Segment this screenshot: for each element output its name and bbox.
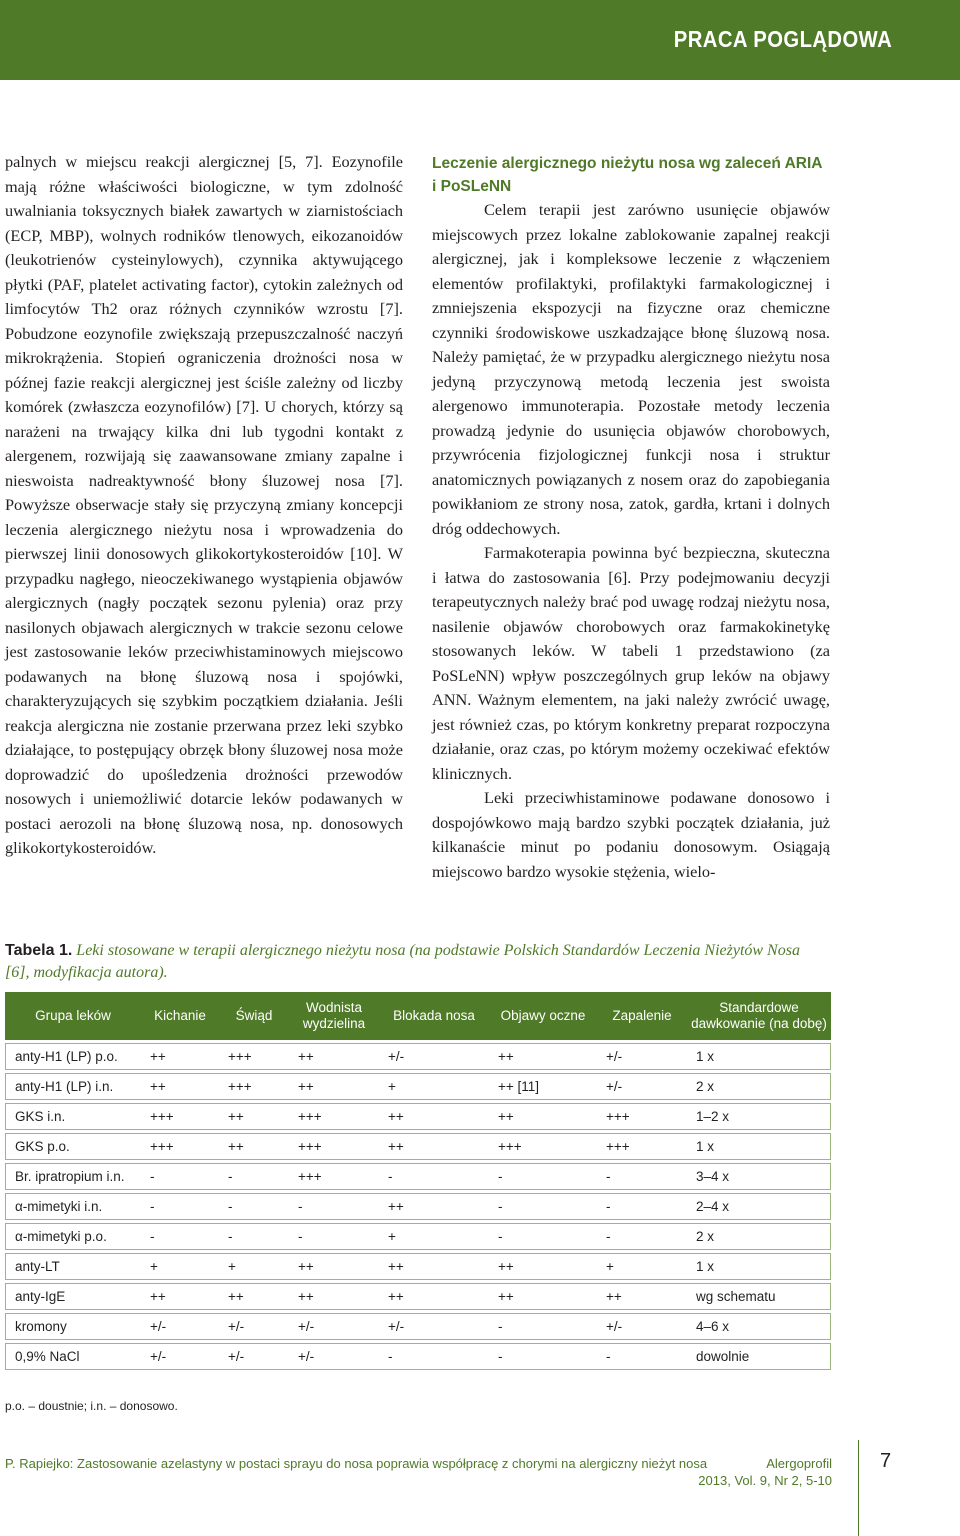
- column-header: Wodnista wydzielina: [289, 992, 379, 1040]
- drug-table: [5, 989, 831, 1373]
- table-cell: ++: [289, 1043, 379, 1070]
- table-row: [5, 1253, 831, 1280]
- table-cell: -: [489, 1163, 597, 1190]
- table-cell: ++: [489, 1253, 597, 1280]
- table-cell: ++: [379, 1133, 489, 1160]
- table-cell: +++: [289, 1133, 379, 1160]
- column-header: Zapalenie: [597, 992, 687, 1040]
- table-cell: -: [597, 1163, 687, 1190]
- footer-citation: P. Rapiejko: Zastosowanie azelastyny w postaci sprayu do nosa poprawia współpracę z chorymi na alergiczny nieżyt nosa: [5, 1456, 708, 1471]
- table-row: [5, 1133, 831, 1160]
- table-cell: ++: [289, 1253, 379, 1280]
- table-cell: ++: [597, 1283, 687, 1310]
- table-cell: 4–6 x: [687, 1313, 831, 1340]
- column-header: Objawy oczne: [489, 992, 597, 1040]
- table-row: [5, 1103, 831, 1130]
- body-paragraph: Celem terapii jest zarówno usunięcie objawów miejscowych przez lokalne zablokowanie zapalnej reakcji alergicznej, jak i kompleksowe leczenie z włączeniem elementów profilaktyki, profilaktyki farmakologicznej i zmniejszenia ekspozycji na fizyczne oraz chemiczne czynniki środowiskowe uszkadzające błonę śluzową nosa. Należy pamiętać, że w przypadku alergicznego nieżytu nosa jedyną przyczynową metodą leczenia jest swoista alergenowo immunoterapia. Pozostałe metody leczenia prowadzą jedynie do usunięcia objawów chorobowych, przywrócenia fizjologicznej funkcji nosa i struktur anatomicznych powiązanych z nosem oraz do zapobiegania powikłaniom ze strony nosa, zatok, gardła, krtani i dolnych dróg oddechowych.: [432, 200, 830, 538]
- table-cell: ++: [219, 1103, 289, 1130]
- drug-group-cell: 0,9% NaCl: [5, 1343, 141, 1370]
- table-cell: ++: [289, 1283, 379, 1310]
- table-cell: ++: [219, 1283, 289, 1310]
- page-number: 7: [880, 1450, 892, 1472]
- column-header: Blokada nosa: [379, 992, 489, 1040]
- table-cell: dowolnie: [687, 1343, 831, 1370]
- table-row: [5, 1043, 831, 1070]
- table-header-row: [5, 992, 831, 1040]
- table-cell: +: [141, 1253, 219, 1280]
- table-cell: +/-: [289, 1313, 379, 1340]
- table-cell: -: [489, 1313, 597, 1340]
- table-body: [5, 1043, 831, 1370]
- table-cell: 1 x: [687, 1133, 831, 1160]
- table-cell: +++: [597, 1133, 687, 1160]
- table-cell: ++: [379, 1253, 489, 1280]
- table-cell: +++: [141, 1103, 219, 1130]
- table-row: [5, 1163, 831, 1190]
- drug-group-cell: α-mimetyki i.n.: [5, 1193, 141, 1220]
- table-cell: ++: [489, 1283, 597, 1310]
- table-cell: -: [141, 1193, 219, 1220]
- table-cell: -: [489, 1223, 597, 1250]
- table-cell: +/-: [219, 1343, 289, 1370]
- drug-group-cell: Br. ipratropium i.n.: [5, 1163, 141, 1190]
- table-cell: 3–4 x: [687, 1163, 831, 1190]
- table-cell: -: [379, 1343, 489, 1370]
- table-cell: -: [489, 1343, 597, 1370]
- table-cell: ++: [289, 1073, 379, 1100]
- table-cell: +++: [219, 1073, 289, 1100]
- table-cell: +/-: [597, 1043, 687, 1070]
- table-cell: 1–2 x: [687, 1103, 831, 1130]
- drug-group-cell: kromony: [5, 1313, 141, 1340]
- column-header: Świąd: [219, 992, 289, 1040]
- table-cell: +/-: [141, 1313, 219, 1340]
- section-title: PRACA POGLĄDOWA: [673, 26, 892, 52]
- drug-group-cell: GKS p.o.: [5, 1133, 141, 1160]
- drug-group-cell: anty-IgE: [5, 1283, 141, 1310]
- table-cell: +: [379, 1073, 489, 1100]
- table-caption-text: Leki stosowane w terapii alergicznego nieżytu nosa (na podstawie Polskich Standardów Leczenia Nieżytów Nosa [6], modyfikacja autora).: [5, 942, 800, 981]
- table-cell: -: [219, 1163, 289, 1190]
- table-cell: -: [219, 1193, 289, 1220]
- table-row: [5, 1343, 831, 1370]
- table-cell: +++: [289, 1163, 379, 1190]
- table-cell: 2 x: [687, 1073, 831, 1100]
- table-cell: +/-: [379, 1313, 489, 1340]
- table-cell: +++: [219, 1043, 289, 1070]
- footer-journal: [698, 1455, 832, 1489]
- column-header: Kichanie: [141, 992, 219, 1040]
- drug-group-cell: α-mimetyki p.o.: [5, 1223, 141, 1250]
- column-header: Grupa leków: [5, 992, 141, 1040]
- table-cell: +/-: [141, 1343, 219, 1370]
- table-cell: +: [219, 1253, 289, 1280]
- table-cell: ++: [489, 1103, 597, 1130]
- journal-name: Alergoprofil: [766, 1456, 832, 1471]
- table-cell: -: [379, 1163, 489, 1190]
- table-cell: +/-: [597, 1313, 687, 1340]
- drug-group-cell: anty-H1 (LP) p.o.: [5, 1043, 141, 1070]
- table-cell: 2–4 x: [687, 1193, 831, 1220]
- drug-group-cell: anty-LT: [5, 1253, 141, 1280]
- table-cell: +++: [597, 1103, 687, 1130]
- drug-group-cell: anty-H1 (LP) i.n.: [5, 1073, 141, 1100]
- table-cell: -: [289, 1223, 379, 1250]
- table-cell: +/-: [379, 1043, 489, 1070]
- table-cell: -: [289, 1193, 379, 1220]
- table-cell: ++ [11]: [489, 1073, 597, 1100]
- table-row: [5, 1223, 831, 1250]
- table-cell: ++: [379, 1193, 489, 1220]
- table-cell: +/-: [289, 1343, 379, 1370]
- body-paragraph: Farmakoterapia powinna być bezpieczna, skuteczna i łatwa do zastosowania [6]. Przy podejmowaniu decyzji terapeutycznych należy brać pod uwagę rodzaj nieżytu nosa, nasilenie objawów chorobowych oraz farmakokinetykę stosowanych leków. W tabeli 1 przedstawiono (za PoSLeNN) wpływ poszczególnych grup leków na objawy ANN. Ważnym elementem, na jaki należy zwrócić uwagę, jest również czas, po którym konkretny preparat rozpoczyna działanie, oraz czas, po którym możemy oczekiwać efektów klinicznych.: [432, 543, 830, 783]
- table-label: Tabela 1.: [5, 942, 73, 959]
- table-cell: -: [489, 1193, 597, 1220]
- table-row: [5, 1073, 831, 1100]
- body-paragraph: Leki przeciwhistaminowe podawane donosowo i dospojówkowo mają bardzo szybki początek działania, już kilkanaście minut po podaniu donosowym. Osiągają miejscowo bardzo wysokie stężenia, wielo-: [432, 788, 830, 881]
- table-cell: -: [141, 1163, 219, 1190]
- table-cell: wg schematu: [687, 1283, 831, 1310]
- table-note: p.o. – doustnie; i.n. – donosowo.: [5, 1399, 178, 1413]
- table-cell: 2 x: [687, 1223, 831, 1250]
- table-cell: ++: [141, 1073, 219, 1100]
- table-cell: ++: [489, 1043, 597, 1070]
- left-column: [5, 150, 403, 861]
- table-cell: +++: [489, 1133, 597, 1160]
- table-cell: +: [379, 1223, 489, 1250]
- journal-issue: 2013, Vol. 9, Nr 2, 5-10: [698, 1473, 832, 1488]
- table-cell: +++: [289, 1103, 379, 1130]
- table-cell: -: [597, 1193, 687, 1220]
- table-cell: 1 x: [687, 1043, 831, 1070]
- table-cell: -: [141, 1223, 219, 1250]
- table-caption: [5, 940, 825, 984]
- section-heading: Leczenie alergicznego nieżytu nosa wg zaleceń ARIA i PoSLeNN: [432, 155, 822, 195]
- table-cell: +/-: [219, 1313, 289, 1340]
- footer-divider: [858, 1440, 859, 1536]
- table-cell: +/-: [597, 1073, 687, 1100]
- table-cell: +++: [141, 1133, 219, 1160]
- body-paragraph: palnych w miejscu reakcji alergicznej [5, 7]. Eozynofile mają różne właściwości biologiczne, w tym zdolność uwalniania toksycznych białek zawartych w ziarnistościach (ECP, MBP), wolnych rodników tlenowych, eikozanoidów (leukotrienów cysteinylowych), czynnika aktywującego płytki (PAF, platelet activating factor), cytokin zależnych od limfocytów Th2 oraz różnych czynników wzrostu [7]. Pobudzone eozynofile zwiększają przepuszczalność naczyń mikrokrążenia. Stopień ograniczenia drożności nosa w późnej fazie reakcji alergicznej jest ściśle zależny od liczby komórek (zwłaszcza eozynofilów) [7]. U chorych, którzy są narażeni na trwający kilka dni lub tygodni kontakt z alergenem, rozwijają się zaawansowane zmiany zapalne i nieswoista nadreaktywność błony śluzowej nosa [7]. Powyższe obserwacje stały się przyczyną zmiany koncepcji leczenia alergicznego nieżytu nosa i wprowadzenia do pierwszej linii donosowych glikokortykosteroidów [10]. W przypadku nagłego, nieoczekiwanego wystąpienia objawów alergicznych (nagły początek sezonu pylenia) oraz przy nasilonych objawach alergicznych w trakcie sezonu celowe jest zastosowanie leków przeciwhistaminowych miejscowo podawanych na błonę śluzową nosa i spojówki, charakteryzujących się szybkim początkiem działania. Jeśli reakcja alergiczna nie zostanie przerwana przez leki szybko działające, to postępujący obrzęk błony śluzowej nosa może doprowadzić do upośledzenia drożności przewodów nosowych i uniemożliwić dotarcie leków podawanych w postaci aerozoli na błonę śluzową nosa, np. donosowych glikokortykosteroidów.: [5, 152, 403, 857]
- column-header: Standardowe dawkowanie (na dobę): [687, 992, 831, 1040]
- table-row: [5, 1283, 831, 1310]
- table-cell: ++: [219, 1133, 289, 1160]
- table-cell: ++: [379, 1103, 489, 1130]
- table-row: [5, 1193, 831, 1220]
- table-cell: -: [597, 1223, 687, 1250]
- table-cell: ++: [379, 1283, 489, 1310]
- table-cell: 1 x: [687, 1253, 831, 1280]
- drug-group-cell: GKS i.n.: [5, 1103, 141, 1130]
- right-column: [432, 150, 830, 884]
- table-cell: ++: [141, 1283, 219, 1310]
- table-cell: -: [597, 1343, 687, 1370]
- table-row: [5, 1313, 831, 1340]
- table-cell: ++: [141, 1043, 219, 1070]
- table-cell: +: [597, 1253, 687, 1280]
- table-cell: -: [219, 1223, 289, 1250]
